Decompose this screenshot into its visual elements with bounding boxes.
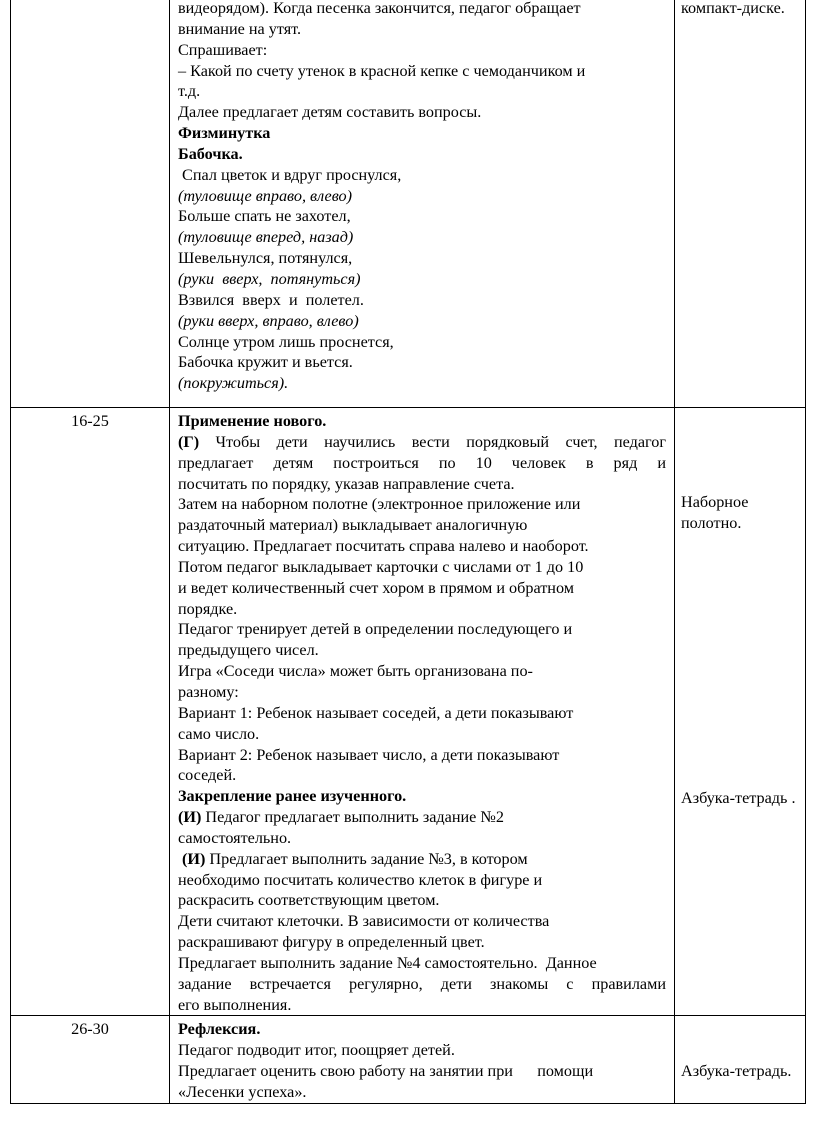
poem-instruction: (руки вверх, потянуться) (178, 269, 361, 288)
text-line: Педагог подводит итог, поощряет детей. (178, 1041, 455, 1060)
text-line: (И) Педагог предлагает выполнить задание №2 (178, 808, 504, 827)
poem-instruction: (туловище вправо, влево) (178, 186, 353, 205)
poem-line: Шевельнулся, потянулся, (178, 249, 353, 268)
text-line: его выполнения. (178, 995, 292, 1014)
poem-title: Бабочка. (178, 144, 243, 163)
poem-instruction: (руки вверх, вправо, влево) (178, 311, 359, 330)
lesson-plan-table (10, 0, 806, 1104)
text-line: и ведет количественный счет хором в прямом и обратном (178, 578, 574, 597)
resource-text: полотно. (681, 513, 742, 532)
text-line: порядке. (178, 599, 238, 618)
text-line: Спрашивает: (178, 40, 268, 59)
resource-text: Азбука-тетрадь . (681, 788, 796, 807)
text-line: Игра «Соседи числа» может быть организована по- (178, 662, 533, 681)
text-line: (Г) Чтобы дети научились вести порядковый счет, педагог (178, 432, 666, 451)
text-line: (И) Предлагает выполнить задание №3, в котором (182, 849, 528, 868)
text-line: посчитать по порядку, указав направление счета. (178, 474, 515, 493)
time-cell (11, 0, 170, 408)
poem-instruction: (туловище вперед, назад) (178, 228, 354, 247)
text-line: Затем на наборном полотне (электронное приложение или (178, 495, 581, 514)
text-line: разному: (178, 682, 239, 701)
text-line: Предлагает выполнить задание №4 самостоятельно. Данное (178, 953, 597, 972)
text-line: самостоятельно. (178, 828, 292, 847)
content-cell (170, 1016, 675, 1104)
text-line: видеорядом). Когда песенка закончится, педагог обращает (178, 0, 581, 17)
poem-line: Взвился вверх и полетел. (178, 290, 364, 309)
section-heading: Применение нового. (178, 412, 327, 430)
resource-cell (675, 408, 806, 1016)
poem-instruction: (покружиться). (178, 374, 289, 393)
text-line: т.д. (178, 82, 201, 101)
resource-cell (675, 1016, 806, 1104)
resource-cell (675, 0, 806, 408)
text-line: Дети считают клеточки. В зависимости от количества (178, 912, 550, 931)
text-line: Потом педагог выкладывает карточки с числами от 1 до 10 (178, 557, 584, 576)
text-line: Педагог тренирует детей в определении последующего и (178, 620, 573, 639)
text-line: соседей. (178, 766, 237, 785)
resource-text: Наборное (681, 493, 749, 511)
text-line: раскрашивают фигуру в определенный цвет. (178, 933, 485, 952)
resource-text: компакт-диске. (681, 0, 785, 17)
text-line: необходимо посчитать количество клеток в фигуре и (178, 870, 543, 889)
poem-line: Спал цветок и вдруг проснулся, (178, 165, 402, 184)
text-line: Далее предлагает детям составить вопросы. (178, 103, 482, 122)
section-heading: Физминутка (178, 124, 271, 143)
text-line: Предлагает оценить свою работу на занятии при помощи (178, 1062, 594, 1081)
text-line: – Какой по счету утенок в красной кепке с чемоданчиком и (178, 61, 586, 80)
table-row (11, 408, 806, 1016)
text-line: задание встречается регулярно, дети знакомы с правилами (178, 974, 666, 993)
text-line: раскрасить соответствующим цветом. (178, 891, 440, 910)
poem-line: Бабочка кружит и вьется. (178, 353, 353, 372)
resource-text: Азбука-тетрадь. (681, 1062, 792, 1081)
text-line: предлагает детям построиться по 10 человек в ряд и (178, 453, 666, 472)
section-heading: Рефлексия. (178, 1020, 261, 1039)
time-cell: 16-25 (11, 408, 170, 1016)
text-line: раздаточный материал) выкладывает аналогичную (178, 516, 528, 535)
content-cell (170, 408, 675, 1016)
time-cell: 26-30 (11, 1016, 170, 1104)
text-line: внимание на утят. (178, 19, 302, 38)
table-row (11, 0, 806, 408)
content-cell (170, 0, 675, 408)
text-line: Вариант 2: Ребенок называет число, а дети показывают (178, 745, 560, 764)
text-line: ситуацию. Предлагает посчитать справа налево и наоборот. (178, 537, 589, 556)
poem-line: Больше спать не захотел, (178, 207, 351, 226)
text-line: само число. (178, 724, 260, 743)
text-line: Вариант 1: Ребенок называет соседей, а дети показывают (178, 703, 574, 722)
section-heading: Закрепление ранее изученного. (178, 787, 407, 806)
text-line: «Лесенки успеха». (178, 1083, 307, 1101)
poem-line: Солнце утром лишь проснется, (178, 332, 394, 351)
table-row (11, 1016, 806, 1104)
text-line: предыдущего чисел. (178, 641, 319, 660)
